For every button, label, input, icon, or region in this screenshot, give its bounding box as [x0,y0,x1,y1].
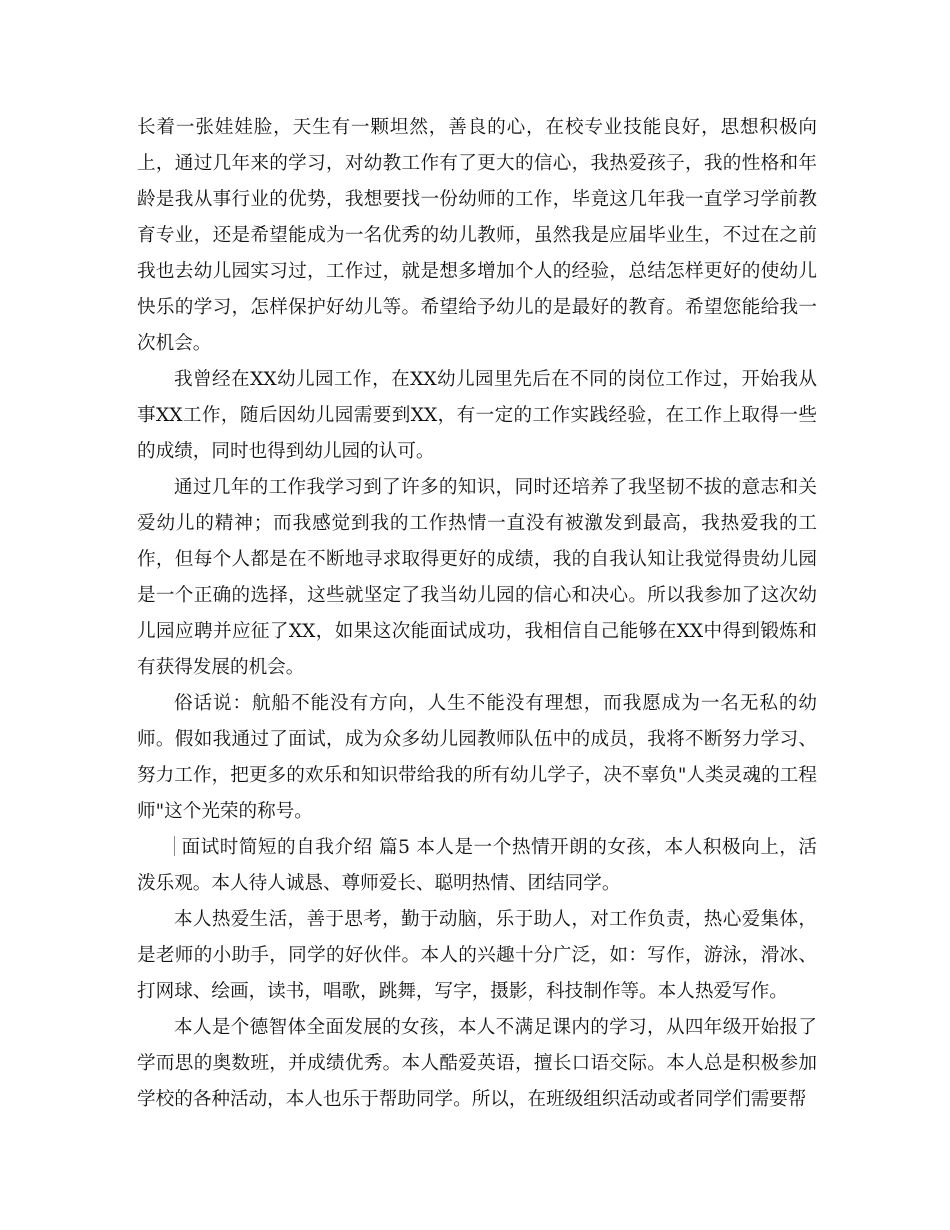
section-heading-text: 面试时简短的自我介绍 篇5 本人是一个热情开朗的女孩，本人积极向上，活泼乐观。本人待人诚恳、尊师爱长、聪明热情、团结同学。 [137,837,817,894]
text-cursor-mark-icon [174,836,175,856]
paragraph-7: 本人是个德智体全面发展的女孩，本人不满足课内的学习，从四年级开始报了学而思的奥数班，并成绩优秀。本人酷爱英语，擅长口语交际。本人总是积极参加学校的各种活动，本人也乐于帮助同学。所以，在班级组织活动或者同学们需要帮 [137,1017,817,1110]
paragraph-4: 俗话说：航船不能没有方向，人生不能没有理想，而我愿成为一名无私的幼师。假如我通过了面试，成为众多幼儿园教师队伍中的成员，我将不断努力学习、努力工作，把更多的欢乐和知识带给我的所有幼儿学子，决不辜负"人类灵魂的工程师"这个光荣的称号。 [137,693,817,822]
paragraph-6: 本人热爱生活，善于思考，勤于动脑，乐于助人，对工作负责，热心爱集体，是老师的小助手，同学的好伙伴。本人的兴趣十分广泛，如：写作，游泳，滑冰、打网球、绘画，读书，唱歌，跳舞，写字，摄影，科技制作等。本人热爱写作。 [137,909,817,1002]
paragraph-3: 通过几年的工作我学习到了许多的知识，同时还培养了我坚韧不拔的意志和关爱幼儿的精神；而我感觉到我的工作热情一直没有被激发到最高，我热爱我的工作，但每个人都是在不断地寻求取得更好的成绩，我的自我认知让我觉得贵幼儿园是一个正确的选择，这些就坚定了我当幼儿园的信心和决心。所以我参加了这次幼儿园应聘并应征了XX，如果这次能面试成功，我相信自己能够在XX中得到锻炼和有获得发展的机会。 [137,477,817,678]
paragraph-2: 我曾经在XX幼儿园工作，在XX幼儿园里先后在不同的岗位工作过，开始我从事XX工作，随后因幼儿园需要到XX，有一定的工作实践经验，在工作上取得一些的成绩，同时也得到幼儿园的认可。 [137,369,817,462]
paragraph-5 [137,830,817,902]
document-body [137,110,817,1118]
paragraph-1: 长着一张娃娃脸，天生有一颗坦然，善良的心，在校专业技能良好，思想积极向上，通过几年来的学习，对幼教工作有了更大的信心，我热爱孩子，我的性格和年龄是我从事行业的优势，我想要找一份幼师的工作，毕竟这几年我一直学习学前教育专业，还是希望能成为一名优秀的幼儿教师，虽然我是应届毕业生，不过在之前我也去幼儿园实习过，工作过，就是想多增加个人的经验，总结怎样更好的使幼儿快乐的学习，怎样保护好幼儿等。希望给予幼儿的是最好的教育。希望您能给我一次机会。 [137,117,817,354]
